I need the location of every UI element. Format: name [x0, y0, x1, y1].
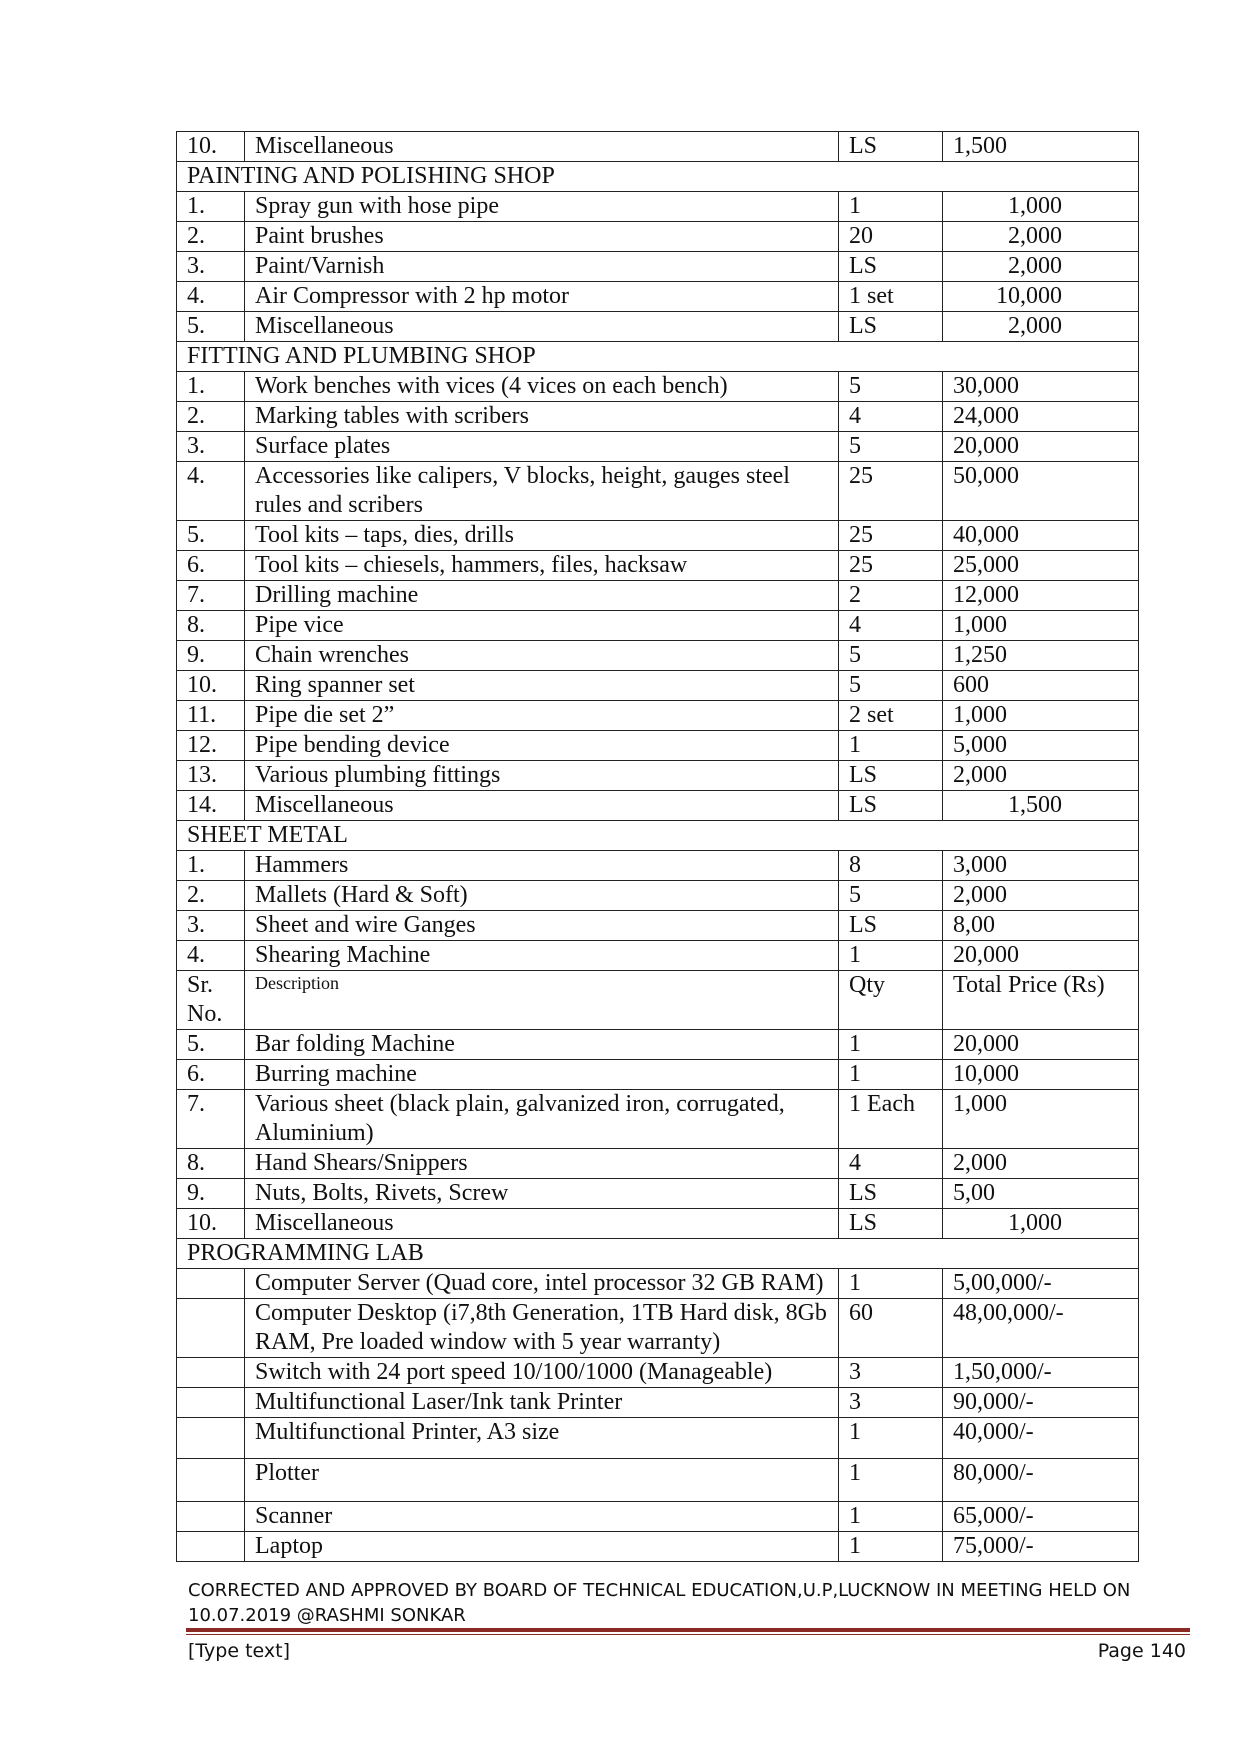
description-cell: Sheet and wire Ganges: [245, 911, 839, 941]
price-cell: 20,000: [943, 941, 1139, 971]
description-cell: Drilling machine: [245, 581, 839, 611]
serial-number-cell: [177, 1388, 245, 1418]
price-cell: 1,50,000/-: [943, 1358, 1139, 1388]
quantity-cell: 1 Each: [839, 1090, 943, 1149]
table-row: [177, 701, 1139, 731]
table-row: [177, 941, 1139, 971]
description-cell: Switch with 24 port speed 10/100/1000 (Manageable): [245, 1358, 839, 1388]
quantity-cell: 1: [839, 941, 943, 971]
quantity-cell: 2: [839, 581, 943, 611]
table-row: [177, 1209, 1139, 1239]
description-cell: Multifunctional Laser/Ink tank Printer: [245, 1388, 839, 1418]
quantity-cell: LS: [839, 791, 943, 821]
price-cell: 25,000: [943, 551, 1139, 581]
serial-number-cell: 1.: [177, 372, 245, 402]
quantity-cell: 5: [839, 881, 943, 911]
quantity-cell: 5: [839, 641, 943, 671]
serial-number-cell: 2.: [177, 402, 245, 432]
quantity-cell: 2 set: [839, 701, 943, 731]
serial-number-cell: 3.: [177, 911, 245, 941]
table-row: [177, 851, 1139, 881]
table-row: [177, 192, 1139, 222]
section-header-row: [177, 162, 1139, 192]
price-cell: 24,000: [943, 402, 1139, 432]
description-cell: Pipe die set 2”: [245, 701, 839, 731]
serial-number-cell: 6.: [177, 1060, 245, 1090]
quantity-cell: 20: [839, 222, 943, 252]
description-cell: Paint brushes: [245, 222, 839, 252]
description-cell: Miscellaneous: [245, 132, 839, 162]
table-row: [177, 1299, 1139, 1358]
description-cell: Paint/Varnish: [245, 252, 839, 282]
price-cell: 3,000: [943, 851, 1139, 881]
quantity-cell: 1 set: [839, 282, 943, 312]
table-row: [177, 551, 1139, 581]
description-cell: Computer Server (Quad core, intel processor 32 GB RAM): [245, 1269, 839, 1299]
price-cell: 40,000: [943, 521, 1139, 551]
description-cell: Shearing Machine: [245, 941, 839, 971]
price-cell: 600: [943, 671, 1139, 701]
price-cell: 48,00,000/-: [943, 1299, 1139, 1358]
price-cell: 30,000: [943, 372, 1139, 402]
price-cell: 2,000: [943, 312, 1139, 342]
table-row: [177, 1269, 1139, 1299]
description-cell: Plotter: [245, 1459, 839, 1502]
table-row: [177, 611, 1139, 641]
column-header-row: [177, 971, 1139, 1030]
serial-number-cell: 8.: [177, 611, 245, 641]
price-cell: 80,000/-: [943, 1459, 1139, 1502]
price-cell: Total Price (Rs): [943, 971, 1139, 1030]
table-row: [177, 1149, 1139, 1179]
quantity-cell: 1: [839, 1269, 943, 1299]
quantity-cell: 5: [839, 432, 943, 462]
section-header-row: [177, 821, 1139, 851]
serial-number-cell: 10.: [177, 1209, 245, 1239]
table-row: [177, 881, 1139, 911]
serial-number-cell: 5.: [177, 312, 245, 342]
price-cell: 1,000: [943, 192, 1139, 222]
description-cell: Air Compressor with 2 hp motor: [245, 282, 839, 312]
serial-number-cell: 4.: [177, 462, 245, 521]
table-row: [177, 222, 1139, 252]
quantity-cell: LS: [839, 1179, 943, 1209]
footer-divider-thick: [186, 1628, 1190, 1632]
description-cell: Ring spanner set: [245, 671, 839, 701]
serial-number-cell: 12.: [177, 731, 245, 761]
table-row: [177, 911, 1139, 941]
serial-number-cell: [177, 1299, 245, 1358]
quantity-cell: 25: [839, 521, 943, 551]
price-cell: 8,00: [943, 911, 1139, 941]
price-cell: 65,000/-: [943, 1502, 1139, 1532]
serial-number-cell: 2.: [177, 222, 245, 252]
price-cell: 2,000: [943, 761, 1139, 791]
serial-number-cell: [177, 1418, 245, 1459]
quantity-cell: 60: [839, 1299, 943, 1358]
price-cell: 1,500: [943, 132, 1139, 162]
quantity-cell: 1: [839, 1459, 943, 1502]
serial-number-cell: 13.: [177, 761, 245, 791]
description-cell: Description: [245, 971, 839, 1030]
price-cell: 20,000: [943, 1030, 1139, 1060]
description-cell: Pipe bending device: [245, 731, 839, 761]
description-cell: Miscellaneous: [245, 1209, 839, 1239]
table-row: [177, 1388, 1139, 1418]
quantity-cell: 25: [839, 551, 943, 581]
price-cell: 2,000: [943, 222, 1139, 252]
serial-number-cell: 1.: [177, 192, 245, 222]
quantity-cell: 8: [839, 851, 943, 881]
table-row: [177, 581, 1139, 611]
quantity-cell: 5: [839, 372, 943, 402]
quantity-cell: 1: [839, 731, 943, 761]
table-row: [177, 1090, 1139, 1149]
table-row: [177, 402, 1139, 432]
quantity-cell: 1: [839, 1502, 943, 1532]
page-number: Page 140: [1097, 1640, 1186, 1662]
price-cell: 1,000: [943, 701, 1139, 731]
table-row: [177, 372, 1139, 402]
table-row: [177, 761, 1139, 791]
quantity-cell: 4: [839, 611, 943, 641]
section-title: SHEET METAL: [177, 821, 1139, 851]
description-cell: Chain wrenches: [245, 641, 839, 671]
table-row: [177, 791, 1139, 821]
price-cell: 90,000/-: [943, 1388, 1139, 1418]
table-row: [177, 1532, 1139, 1562]
table-row: [177, 432, 1139, 462]
description-cell: Burring machine: [245, 1060, 839, 1090]
quantity-cell: LS: [839, 761, 943, 791]
serial-number-cell: 5.: [177, 521, 245, 551]
section-header-row: [177, 1239, 1139, 1269]
description-cell: Miscellaneous: [245, 791, 839, 821]
serial-number-cell: 4.: [177, 282, 245, 312]
price-cell: 2,000: [943, 252, 1139, 282]
serial-number-cell: 5.: [177, 1030, 245, 1060]
equipment-table: [176, 131, 1139, 1562]
price-cell: 5,000: [943, 731, 1139, 761]
quantity-cell: LS: [839, 1209, 943, 1239]
price-cell: 1,250: [943, 641, 1139, 671]
serial-number-cell: 7.: [177, 581, 245, 611]
approval-note: CORRECTED AND APPROVED BY BOARD OF TECHNICAL EDUCATION,U.P,LUCKNOW IN MEETING HELD ON 10.07.2019 @RASHMI SONKAR: [188, 1580, 1131, 1626]
serial-number-cell: 14.: [177, 791, 245, 821]
quantity-cell: 3: [839, 1358, 943, 1388]
description-cell: Mallets (Hard & Soft): [245, 881, 839, 911]
quantity-cell: LS: [839, 312, 943, 342]
serial-number-cell: 1.: [177, 851, 245, 881]
serial-number-cell: 11.: [177, 701, 245, 731]
price-cell: 50,000: [943, 462, 1139, 521]
description-cell: Nuts, Bolts, Rivets, Screw: [245, 1179, 839, 1209]
price-cell: 40,000/-: [943, 1418, 1139, 1459]
description-cell: Various plumbing fittings: [245, 761, 839, 791]
quantity-cell: 4: [839, 402, 943, 432]
quantity-cell: LS: [839, 132, 943, 162]
table-row: [177, 1030, 1139, 1060]
serial-number-cell: [177, 1459, 245, 1502]
quantity-cell: 1: [839, 1532, 943, 1562]
footer-divider-thin: [186, 1634, 1190, 1635]
serial-number-cell: 10.: [177, 671, 245, 701]
table-row: [177, 1459, 1139, 1502]
table-row: [177, 521, 1139, 551]
price-cell: 20,000: [943, 432, 1139, 462]
description-cell: Work benches with vices (4 vices on each bench): [245, 372, 839, 402]
description-cell: Tool kits – chiesels, hammers, files, hacksaw: [245, 551, 839, 581]
serial-number-cell: 2.: [177, 881, 245, 911]
table-row: [177, 282, 1139, 312]
quantity-cell: 5: [839, 671, 943, 701]
table-row: [177, 132, 1139, 162]
description-cell: Multifunctional Printer, A3 size: [245, 1418, 839, 1459]
quantity-cell: Qty: [839, 971, 943, 1030]
serial-number-cell: 7.: [177, 1090, 245, 1149]
serial-number-cell: 9.: [177, 641, 245, 671]
serial-number-cell: [177, 1502, 245, 1532]
serial-number-cell: [177, 1532, 245, 1562]
price-cell: 2,000: [943, 1149, 1139, 1179]
table-row: [177, 1418, 1139, 1459]
section-header-row: [177, 342, 1139, 372]
footer-placeholder-text: [Type text]: [188, 1640, 291, 1662]
quantity-cell: 3: [839, 1388, 943, 1418]
quantity-cell: LS: [839, 252, 943, 282]
price-cell: 75,000/-: [943, 1532, 1139, 1562]
quantity-cell: 1: [839, 1060, 943, 1090]
table-row: [177, 252, 1139, 282]
quantity-cell: 1: [839, 1030, 943, 1060]
table-row: [177, 1358, 1139, 1388]
description-cell: Hand Shears/Snippers: [245, 1149, 839, 1179]
serial-number-cell: Sr. No.: [177, 971, 245, 1030]
serial-number-cell: 9.: [177, 1179, 245, 1209]
price-cell: 5,00: [943, 1179, 1139, 1209]
quantity-cell: 1: [839, 192, 943, 222]
description-cell: Bar folding Machine: [245, 1030, 839, 1060]
serial-number-cell: 4.: [177, 941, 245, 971]
description-cell: Marking tables with scribers: [245, 402, 839, 432]
price-cell: 12,000: [943, 581, 1139, 611]
price-cell: 1,000: [943, 1090, 1139, 1149]
description-cell: Miscellaneous: [245, 312, 839, 342]
quantity-cell: 4: [839, 1149, 943, 1179]
description-cell: Computer Desktop (i7,8th Generation, 1TB Hard disk, 8Gb RAM, Pre loaded window with 5 year warranty): [245, 1299, 839, 1358]
serial-number-cell: [177, 1269, 245, 1299]
description-cell: Laptop: [245, 1532, 839, 1562]
description-cell: Accessories like calipers, V blocks, height, gauges steel rules and scribers: [245, 462, 839, 521]
table-row: [177, 641, 1139, 671]
table-row: [177, 462, 1139, 521]
section-title: PAINTING AND POLISHING SHOP: [177, 162, 1139, 192]
price-cell: 10,000: [943, 282, 1139, 312]
serial-number-cell: 3.: [177, 252, 245, 282]
serial-number-cell: [177, 1358, 245, 1388]
serial-number-cell: 8.: [177, 1149, 245, 1179]
quantity-cell: 1: [839, 1418, 943, 1459]
price-cell: 1,000: [943, 611, 1139, 641]
description-cell: Pipe vice: [245, 611, 839, 641]
section-title: FITTING AND PLUMBING SHOP: [177, 342, 1139, 372]
serial-number-cell: 6.: [177, 551, 245, 581]
serial-number-cell: 10.: [177, 132, 245, 162]
price-cell: 5,00,000/-: [943, 1269, 1139, 1299]
table-row: [177, 312, 1139, 342]
price-cell: 2,000: [943, 881, 1139, 911]
quantity-cell: LS: [839, 911, 943, 941]
table-row: [177, 1502, 1139, 1532]
table-row: [177, 671, 1139, 701]
description-cell: Surface plates: [245, 432, 839, 462]
table-row: [177, 731, 1139, 761]
description-cell: Scanner: [245, 1502, 839, 1532]
table-row: [177, 1060, 1139, 1090]
description-cell: Tool kits – taps, dies, drills: [245, 521, 839, 551]
price-cell: 10,000: [943, 1060, 1139, 1090]
section-title: PROGRAMMING LAB: [177, 1239, 1139, 1269]
description-cell: Various sheet (black plain, galvanized iron, corrugated, Aluminium): [245, 1090, 839, 1149]
price-cell: 1,000: [943, 1209, 1139, 1239]
table-row: [177, 1179, 1139, 1209]
price-cell: 1,500: [943, 791, 1139, 821]
description-cell: Spray gun with hose pipe: [245, 192, 839, 222]
serial-number-cell: 3.: [177, 432, 245, 462]
quantity-cell: 25: [839, 462, 943, 521]
description-cell: Hammers: [245, 851, 839, 881]
